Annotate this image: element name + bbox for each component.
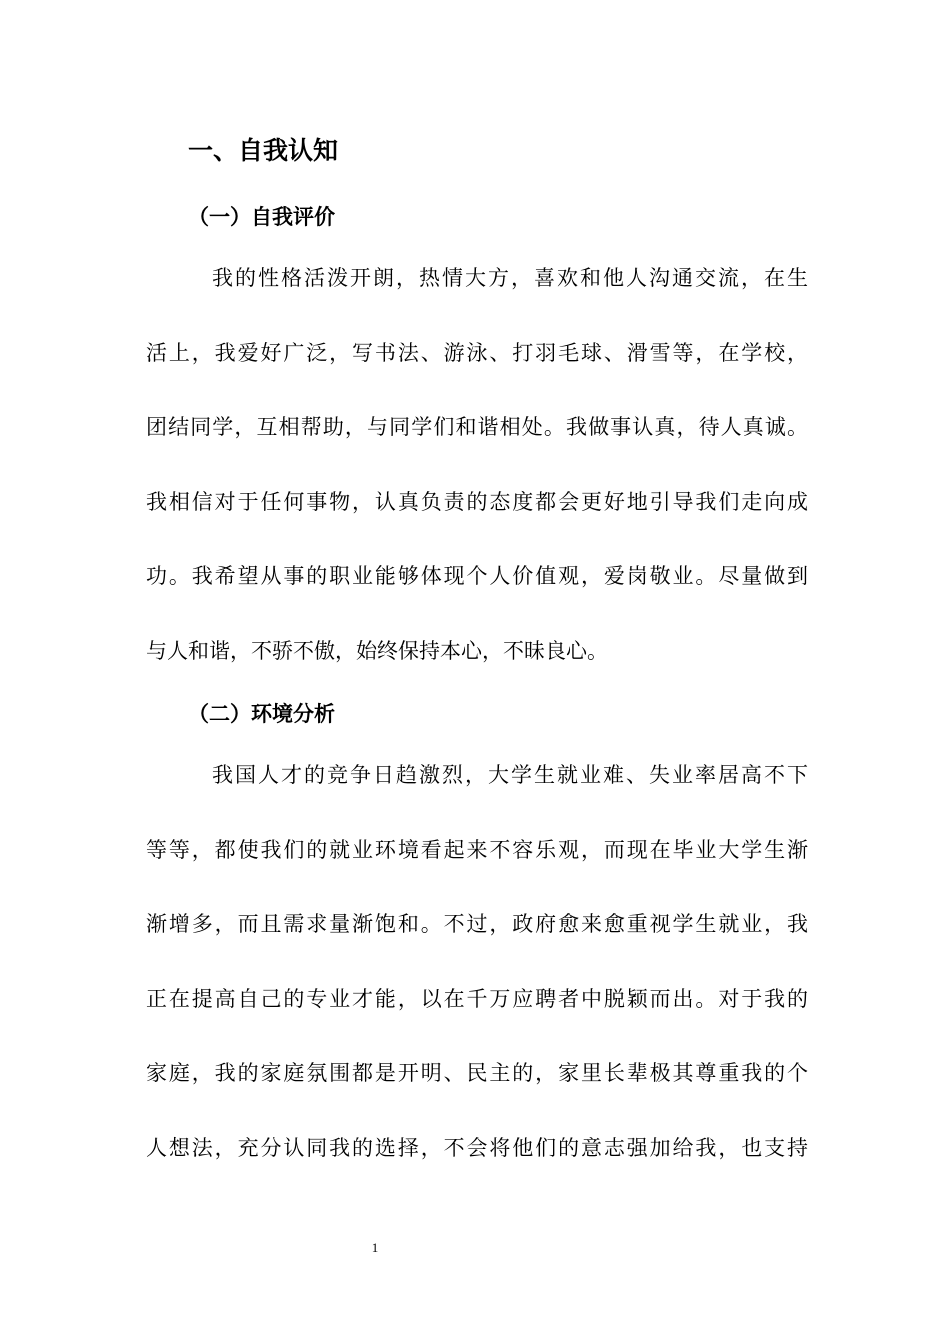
page-number: 1 — [371, 1240, 379, 1255]
text-line: 等等，都使我们的就业环境看起来不容乐观，而现在毕业大学生渐 — [146, 837, 808, 862]
text-line: 活上，我爱好广泛，写书法、游泳、打羽毛球、滑雪等，在学校， — [146, 340, 808, 365]
text-line: 家庭，我的家庭氛围都是开明、民主的，家里长辈极其尊重我的个 — [146, 1061, 808, 1085]
text-line: 我的性格活泼开朗，热情大方，喜欢和他人沟通交流，在生 — [212, 266, 808, 290]
text-line: 我国人才的竞争日趋激烈，大学生就业难、失业率居高不下 — [212, 763, 808, 787]
section-heading-environment-analysis: （二）环境分析 — [188, 702, 335, 726]
text-line: 正在提高自己的专业才能，以在千万应聘者中脱颖而出。对于我的 — [146, 986, 808, 1011]
paragraph-self-evaluation — [146, 258, 808, 705]
paragraph-environment-analysis — [146, 755, 808, 1202]
text-line: 功。我希望从事的职业能够体现个人价值观，爱岗敬业。尽量做到 — [146, 564, 808, 588]
text-line: 团结同学，互相帮助，与同学们和谐相处。我做事认真，待人真诚。 — [146, 415, 808, 439]
text-line: 渐增多，而且需求量渐饱和。不过，政府愈来愈重视学生就业，我 — [146, 912, 808, 936]
chapter-heading: 一、自我认知 — [188, 136, 339, 165]
text-line: 与人和谐，不骄不傲，始终保持本心，不昧良心。 — [146, 638, 608, 663]
section-heading-self-evaluation: （一）自我评价 — [188, 205, 335, 229]
text-line: 我相信对于任何事物，认真负责的态度都会更好地引导我们走向成 — [146, 489, 808, 514]
text-line: 人想法，充分认同我的选择，不会将他们的意志强加给我，也支持 — [146, 1135, 808, 1160]
